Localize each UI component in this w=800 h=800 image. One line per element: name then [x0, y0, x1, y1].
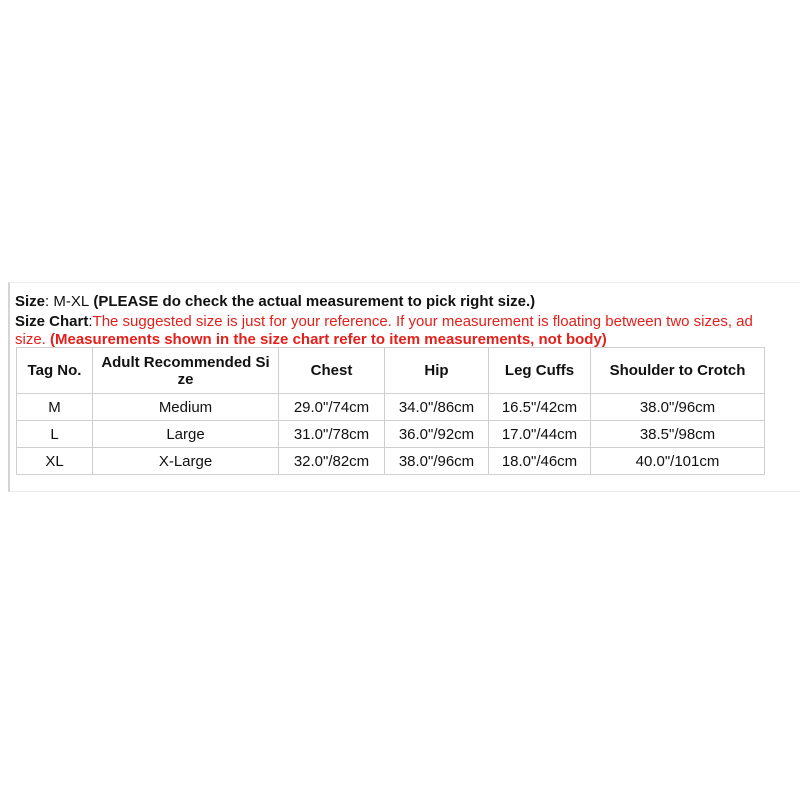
table-row [17, 421, 765, 448]
table-row [17, 394, 765, 421]
cell-size: X-Large [93, 448, 279, 475]
cell-tag: M [17, 394, 93, 421]
cell-size: Medium [93, 394, 279, 421]
measurement-warning: (Measurements shown in the size chart refer to item measurements, not body) [45, 331, 607, 348]
size-label: Size [15, 293, 46, 310]
header-hip: Hip [385, 348, 489, 394]
size-chart-colon: : [88, 313, 93, 330]
cell-tag: XL [17, 448, 93, 475]
cell-hip: 36.0"/92cm [385, 421, 489, 448]
cell-hip: 34.0"/86cm [385, 394, 489, 421]
cell-shoulder-to-crotch: 38.0"/96cm [591, 394, 765, 421]
cell-size: Large [93, 421, 279, 448]
cell-shoulder-to-crotch: 40.0"/101cm [591, 448, 765, 475]
cell-leg-cuffs: 18.0"/46cm [489, 448, 591, 475]
size-chart-line [15, 313, 800, 331]
cell-chest: 31.0"/78cm [279, 421, 385, 448]
header-chest: Chest [279, 348, 385, 394]
header-leg-cuffs: Leg Cuffs [489, 348, 591, 394]
cell-hip: 38.0"/96cm [385, 448, 489, 475]
cell-shoulder-to-crotch: 38.5"/98cm [591, 421, 765, 448]
cell-leg-cuffs: 17.0"/44cm [489, 421, 591, 448]
size-line [15, 293, 800, 311]
size-chart-note: The suggested size is just for your reference. If your measurement is floating between two sizes, ad [92, 313, 753, 330]
header-shoulder-to-crotch: Shoulder to Crotch [591, 348, 765, 394]
cell-leg-cuffs: 16.5"/42cm [489, 394, 591, 421]
size-table [16, 347, 765, 475]
header-tag-no: Tag No. [17, 348, 93, 394]
size-chart-label: Size Chart [15, 313, 89, 330]
cell-chest: 29.0"/74cm [279, 394, 385, 421]
cell-tag: L [17, 421, 93, 448]
table-row [17, 448, 765, 475]
size-chart-note-cont: size. [15, 331, 46, 348]
header-adult-recommended-size: Adult Recommended Si ze [93, 348, 279, 394]
size-note: (PLEASE do check the actual measurement to pick right size.) [89, 293, 536, 310]
size-value: : M-XL [45, 293, 90, 310]
table-header-row [17, 348, 765, 394]
cell-chest: 32.0"/82cm [279, 448, 385, 475]
